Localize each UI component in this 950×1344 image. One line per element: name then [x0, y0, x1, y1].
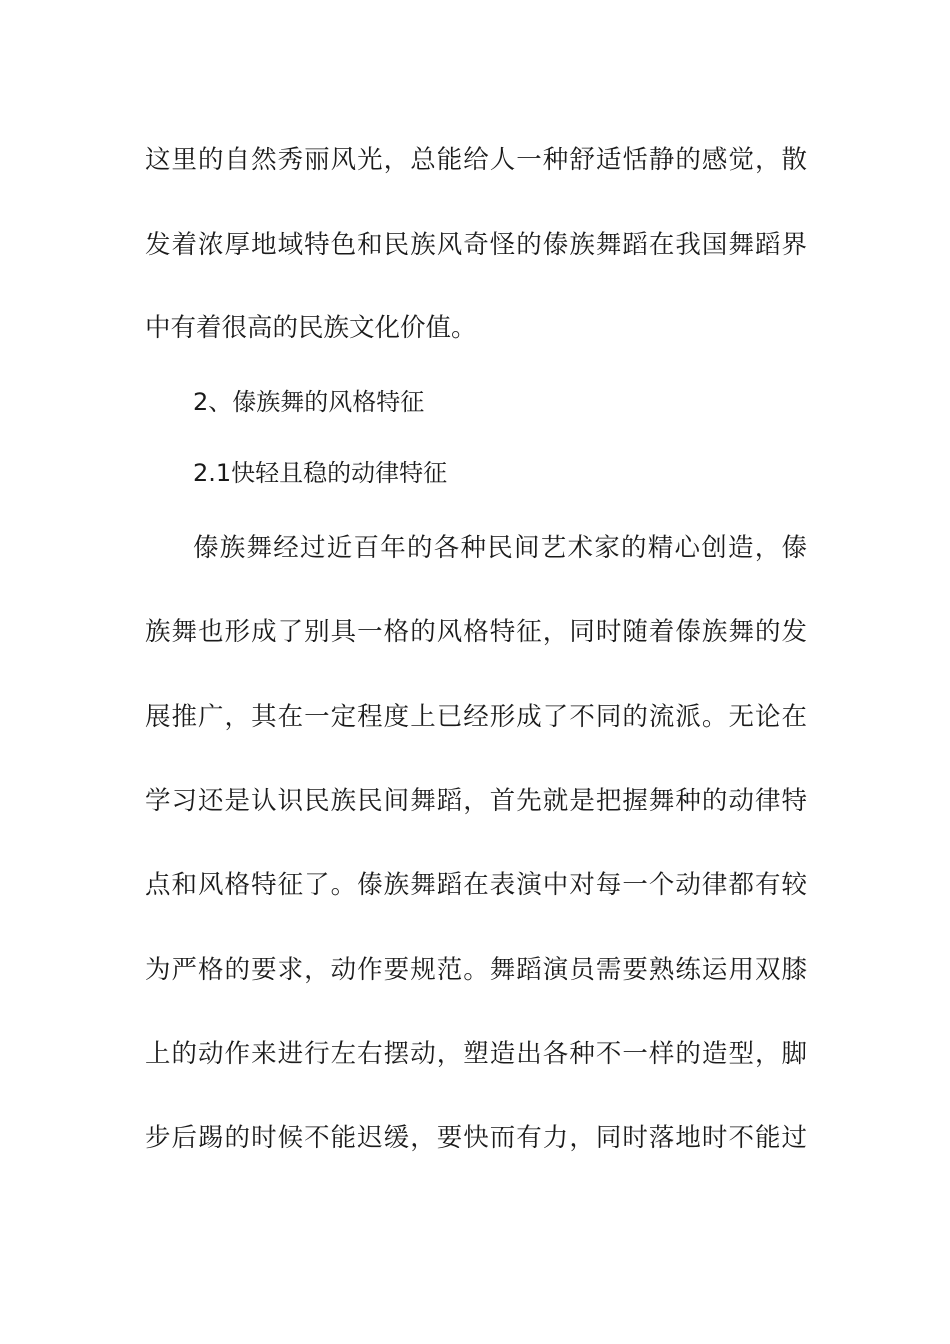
paragraph-1-line-2: 发着浓厚地域特色和民族风奇怪的傣族舞蹈在我国舞蹈界 [145, 230, 807, 260]
paragraph-2-line-2: 族舞也形成了别具一格的风格特征，同时随着傣族舞的发 [145, 617, 807, 647]
paragraph-2-line-3: 展推广，其在一定程度上已经形成了不同的流派。无论在 [145, 702, 807, 732]
paragraph-1-line-1: 这里的自然秀丽风光，总能给人一种舒适恬静的感觉，散 [145, 145, 807, 175]
subsection-heading: 2.1快轻且稳的动律特征 [193, 459, 448, 487]
section-heading: 2、傣族舞的风格特征 [193, 388, 425, 416]
paragraph-2-line-1: 傣族舞经过近百年的各种民间艺术家的精心创造，傣 [193, 533, 807, 563]
paragraph-2-line-8: 步后踢的时候不能迟缓，要快而有力，同时落地时不能过 [145, 1123, 807, 1153]
paragraph-1-line-3: 中有着很高的民族文化价值。 [145, 313, 477, 343]
paragraph-2-line-6: 为严格的要求，动作要规范。舞蹈演员需要熟练运用双膝 [145, 955, 807, 985]
paragraph-2-line-7: 上的动作来进行左右摆动，塑造出各种不一样的造型，脚 [145, 1039, 807, 1069]
paragraph-2-line-4: 学习还是认识民族民间舞蹈，首先就是把握舞种的动律特 [145, 786, 807, 816]
paragraph-2-line-5: 点和风格特征了。傣族舞蹈在表演中对每一个动律都有较 [145, 870, 807, 900]
